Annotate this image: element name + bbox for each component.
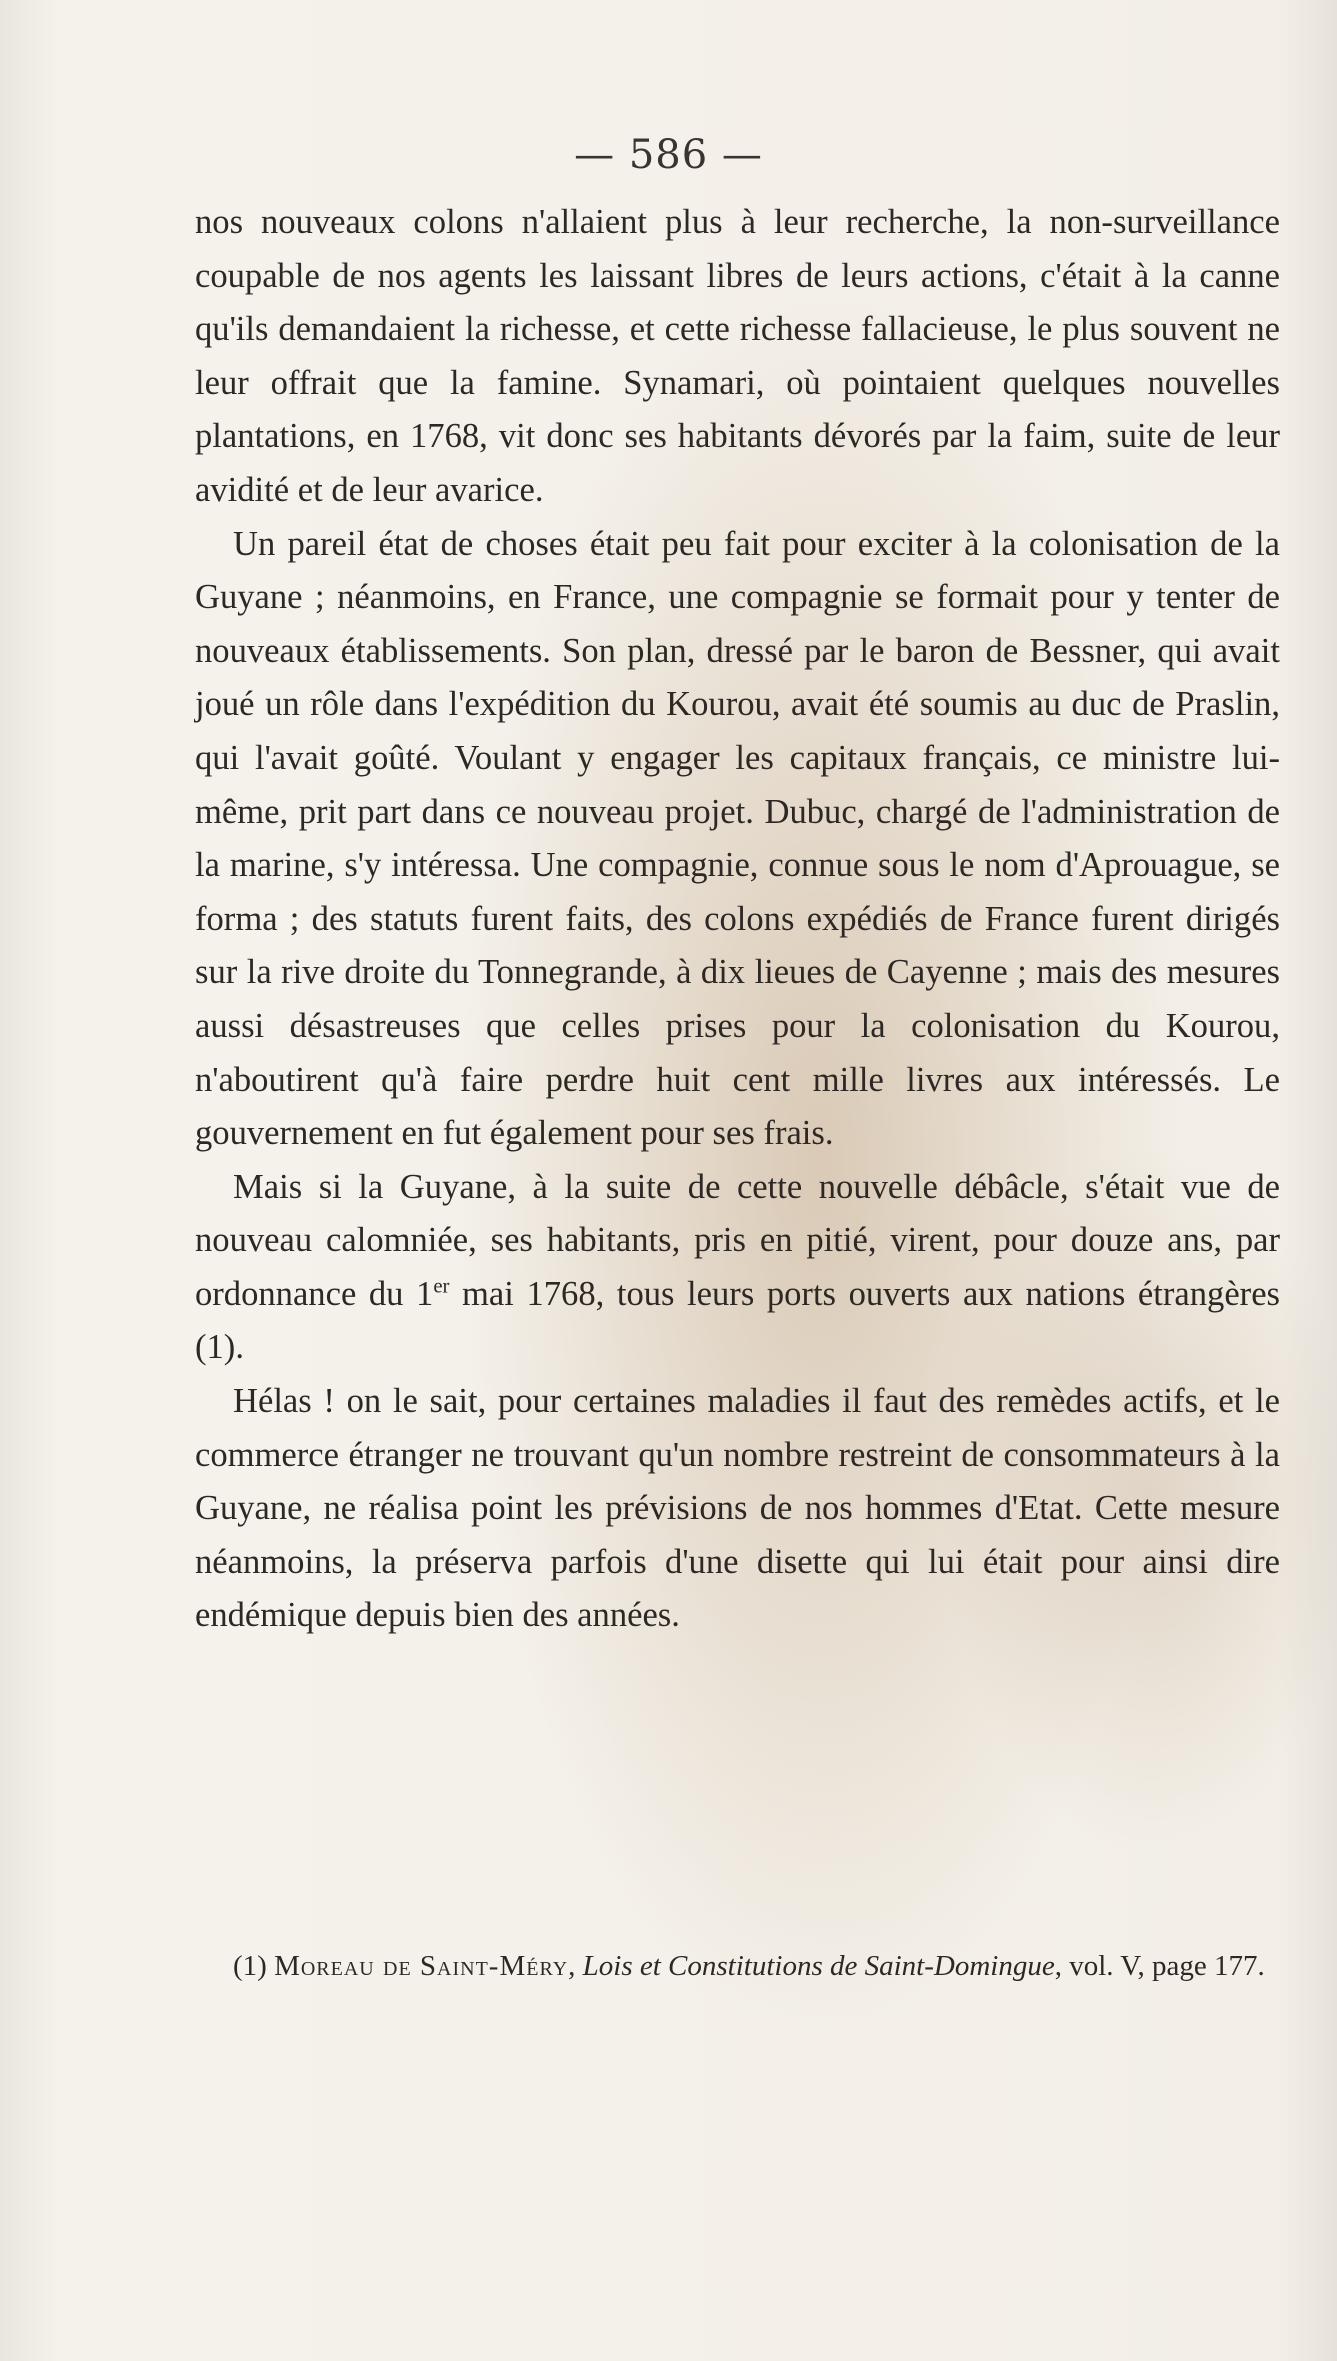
page-number: — 586 — <box>574 132 763 178</box>
paragraph-1: nos nouveaux colons n'allaient plus à leur recherche, la non-surveillance coupable de nos agents les laissant libres de leurs actions, c'était à la canne qu'ils demandaient la richesse, et cette richesse fallacieuse, le plus souvent ne leur offrait que la famine. Synamari, où pointaient quelques nouvelles plantations, en 1768, vit donc ses habitants dévorés par la faim, suite de leur avidité et de leur avarice. <box>195 203 1280 509</box>
paragraph-3 <box>195 1161 1280 1375</box>
footnote-reference: , vol. V, page 177. <box>1054 1950 1265 1982</box>
footnote: (1) Moreau de Saint-Méry, Lois et Constitutions de Saint-Domingue, vol. V, page 177. <box>195 1944 1280 1988</box>
paragraph-3-text-after: mai 1768, tous leurs ports ouverts aux nations étrangères (1). <box>195 1274 1280 1367</box>
footnote-title: Lois et Constitutions de Saint-Domingue <box>582 1950 1055 1982</box>
footnote-author: Moreau de Saint-Méry <box>274 1950 569 1982</box>
paragraph-2: Un pareil état de choses était peu fait pour exciter à la colonisation de la Guyane ; néanmoins, en France, une compagnie se formait pour y tenter de nouveaux établissements. Son plan, dressé par le baron de Bessner, qui avait joué un rôle dans l'expédition du Kourou, avait été soumis au duc de Praslin, qui l'avait goûté. Voulant y engager les capitaux français, ce ministre lui-même, prit part dans ce nouveau projet. Dubuc, chargé de l'administration de la marine, s'y intéressa. Une compagnie, connue sous le nom d'Aprouague, se forma ; des statuts furent faits, des colons expédiés de France furent dirigés sur la rive droite du Tonnegrande, à dix lieues de Cayenne ; mais des mesures aussi désastreuses que celles prises pour la colonisation du Kourou, n'aboutirent qu'à faire perdre huit cent mille livres aux intéressés. Le gouvernement en fut également pour ses frais. <box>195 524 1280 1153</box>
footnote-marker: (1) <box>233 1950 267 1982</box>
paragraph-3-text-before: Mais si la Guyane, à la suite de cette nouvelle débâcle, s'était vue de nouveau calomniée, ses habitants, pris en pitié, virent, pour douze ans, par ordonnance du 1 <box>195 1167 1280 1313</box>
paragraph-4: Hélas ! on le sait, pour certaines maladies il faut des remèdes actifs, et le commerce étranger ne trouvant qu'un nombre restreint de consommateurs à la Guyane, ne réalisa point les prévisions de nos hommes d'Etat. Cette mesure néanmoins, la préserva parfois d'une disette qui lui était pour ainsi dire endémique depuis bien des années. <box>195 1382 1280 1635</box>
body-text <box>195 196 1280 1643</box>
paragraph-3-superscript: er <box>433 1275 450 1298</box>
